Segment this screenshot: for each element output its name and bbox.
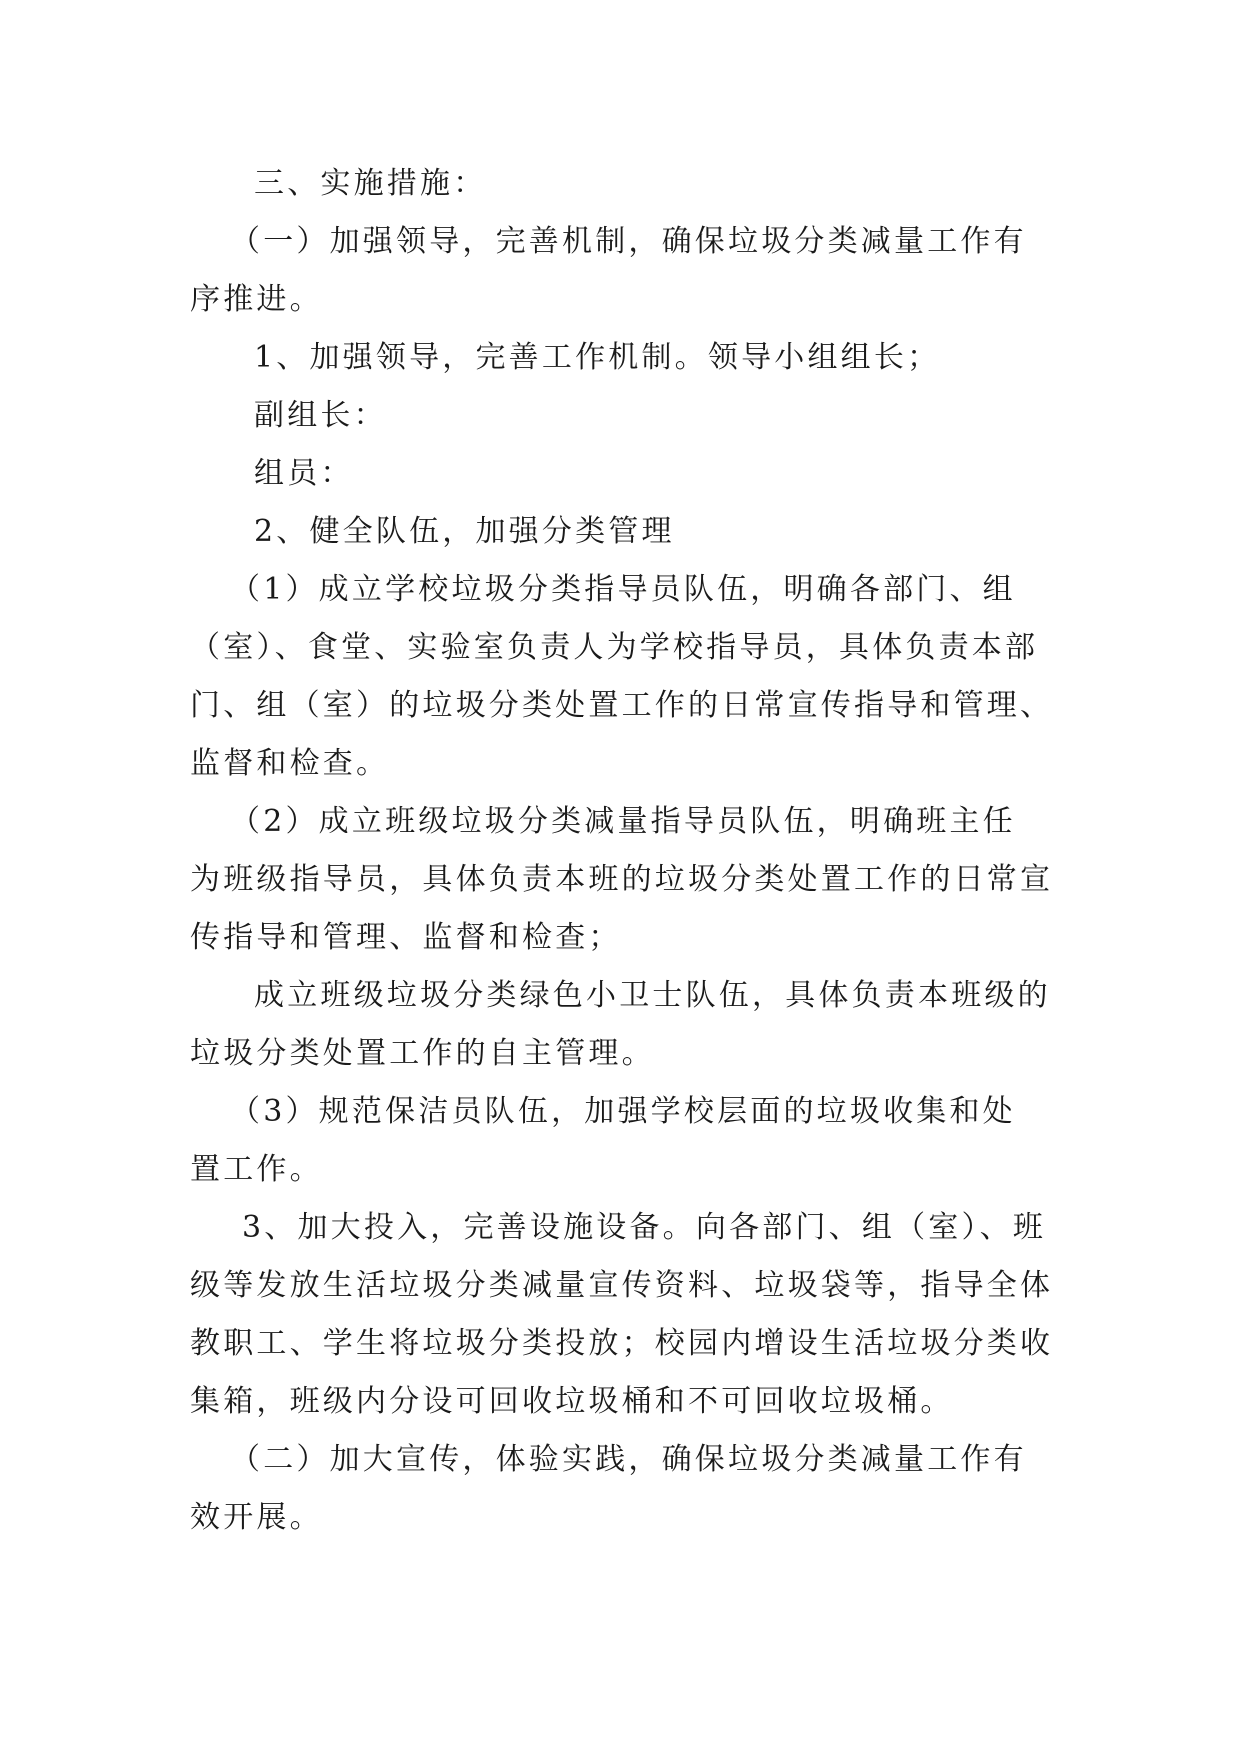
paragraph-line: 集箱，班级内分设可回收垃圾桶和不可回收垃圾桶。 [190, 1384, 954, 1419]
document-body [190, 155, 1060, 1547]
paragraph-line: 置工作。 [190, 1152, 323, 1187]
paragraph-line: 级等发放生活垃圾分类减量宣传资料、垃圾袋等，指导全体 [190, 1268, 1054, 1303]
paragraph-line: 成立班级垃圾分类绿色小卫士队伍，具体负责本班级的 [254, 978, 1051, 1013]
paragraph-line: （二）加大宣传，体验实践，确保垃圾分类减量工作有 [230, 1442, 1027, 1477]
paragraph-line: （1）成立学校垃圾分类指导员队伍，明确各部门、组 [230, 572, 1016, 607]
paragraph-line: 垃圾分类处置工作的自主管理。 [190, 1036, 655, 1071]
paragraph-line: 副组长： [254, 398, 387, 433]
paragraph-line: 效开展。 [190, 1500, 323, 1535]
paragraph-line: 传指导和管理、监督和检查； [190, 920, 622, 955]
paragraph-line: （室）、食堂、实验室负责人为学校指导员，具体负责本部 [190, 630, 1039, 665]
paragraph-line: 监督和检查。 [190, 746, 390, 781]
paragraph-line: （2）成立班级垃圾分类减量指导员队伍，明确班主任 [230, 804, 1016, 839]
paragraph-line: 1、加强领导，完善工作机制。领导小组组长； [254, 340, 941, 375]
paragraph-line: 组员： [254, 456, 354, 491]
paragraph-line: 序推进。 [190, 282, 323, 317]
paragraph-line: 3、加大投入，完善设施设备。向各部门、组（室）、班 [242, 1210, 1047, 1245]
paragraph-line: 2、健全队伍，加强分类管理 [254, 514, 675, 549]
paragraph-line: 教职工、学生将垃圾分类投放；校园内增设生活垃圾分类收 [190, 1326, 1054, 1361]
section-heading: 三、实施措施： [254, 166, 487, 201]
paragraph-line: （一）加强领导，完善机制，确保垃圾分类减量工作有 [230, 224, 1027, 259]
paragraph-line: （3）规范保洁员队伍，加强学校层面的垃圾收集和处 [230, 1094, 1016, 1129]
paragraph-line: 门、组（室）的垃圾分类处置工作的日常宣传指导和管理、 [190, 688, 1054, 723]
paragraph-line: 为班级指导员，具体负责本班的垃圾分类处置工作的日常宣 [190, 862, 1054, 897]
